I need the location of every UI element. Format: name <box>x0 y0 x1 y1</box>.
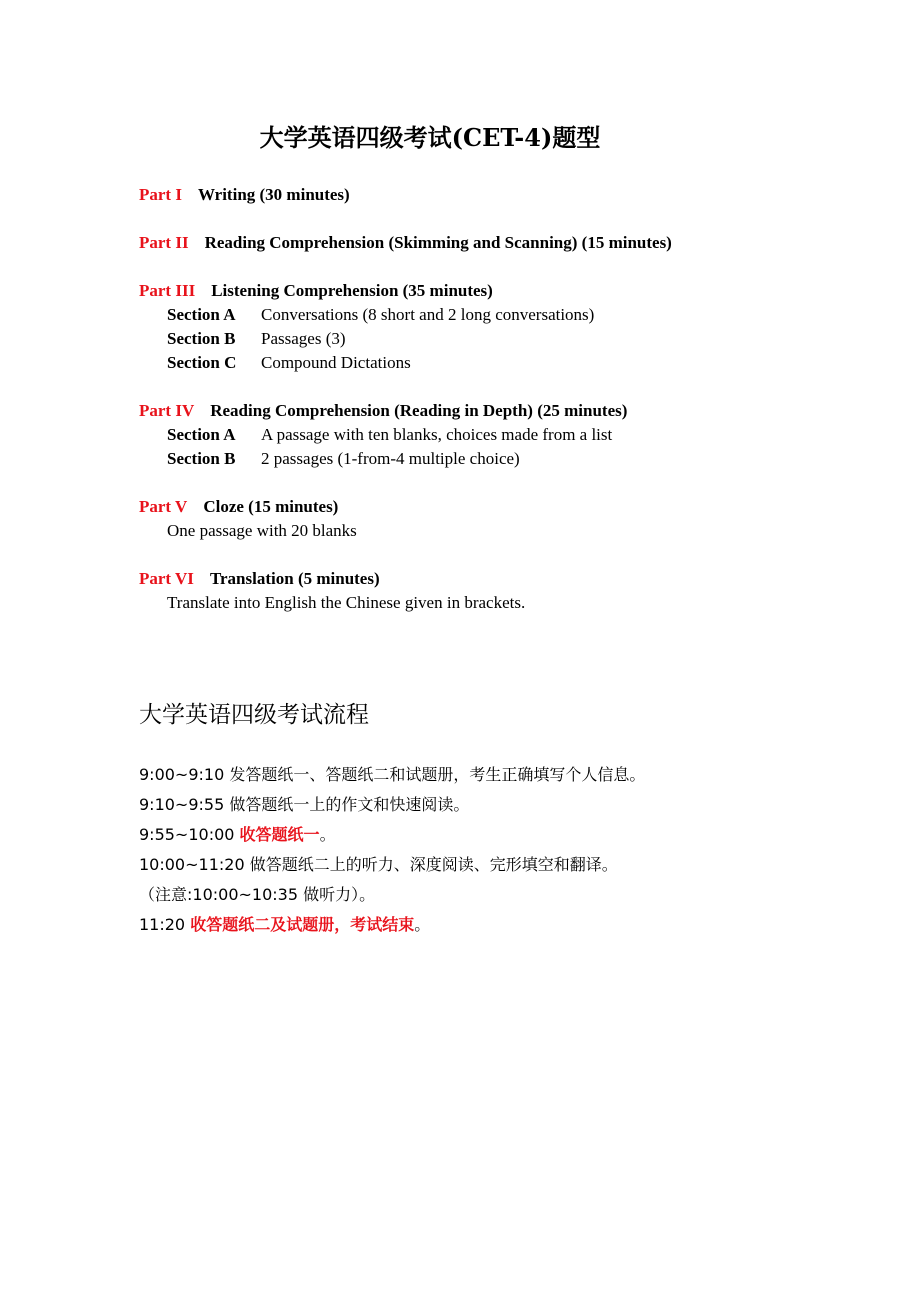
exam-flow <box>139 760 859 940</box>
part-number: Part II <box>139 233 189 252</box>
flow-time: 9:00~9:10 <box>139 765 225 784</box>
flow-tail: 。 <box>319 825 336 844</box>
part-block <box>139 231 859 255</box>
part-title: Reading Comprehension (Skimming and Scanning) (15 minutes) <box>204 233 672 252</box>
flow-time: 10:00~11:20 <box>139 855 245 874</box>
section-label: Section C <box>167 353 237 372</box>
part-block <box>139 399 859 471</box>
section-label: Section B <box>167 329 236 348</box>
part-block <box>139 183 859 207</box>
part-heading <box>139 231 859 255</box>
flow-text: （注意:10:00~10:35 做听力）。 <box>139 885 376 904</box>
part-number: Part V <box>139 497 188 516</box>
flow-title: 大学英语四级考试流程 <box>139 702 369 728</box>
section-line <box>139 447 859 471</box>
page-title: 大学英语四级考试(CET-4)题型 <box>259 123 601 152</box>
part-number: Part I <box>139 185 182 204</box>
section-text: 2 passages (1-from-4 multiple choice) <box>261 449 520 468</box>
section-label: Section A <box>167 305 236 324</box>
section-text: A passage with ten blanks, choices made from a list <box>261 425 613 444</box>
flow-line <box>139 850 859 880</box>
part-block <box>139 279 859 375</box>
flow-text: 做答题纸一上的作文和快速阅读。 <box>224 795 470 814</box>
part-number: Part VI <box>139 569 194 588</box>
section-text: Compound Dictations <box>261 353 411 372</box>
part-number: Part IV <box>139 401 195 420</box>
exam-parts <box>139 183 859 639</box>
part-title: Listening Comprehension (35 minutes) <box>211 281 493 300</box>
section-line <box>139 423 859 447</box>
flow-text: 发答题纸一、答题纸二和试题册，考生正确填写个人信息。 <box>224 765 646 784</box>
section-text: Conversations (8 short and 2 long conversations) <box>261 305 595 324</box>
section-text: Passages (3) <box>261 329 346 348</box>
part-note: Translate into English the Chinese given in brackets. <box>167 593 526 612</box>
part-note: One passage with 20 blanks <box>167 521 357 540</box>
flow-line <box>139 820 859 850</box>
section-line <box>139 303 859 327</box>
part-title: Cloze (15 minutes) <box>203 497 339 516</box>
part-heading <box>139 567 859 591</box>
section-label: Section A <box>167 425 236 444</box>
part-number: Part III <box>139 281 196 300</box>
part-heading <box>139 279 859 303</box>
flow-line <box>139 880 859 910</box>
flow-time: 9:55~10:00 <box>139 825 235 844</box>
section-label: Section B <box>167 449 236 468</box>
flow-time: 11:20 <box>139 915 186 934</box>
flow-time: 9:10~9:55 <box>139 795 225 814</box>
part-title: Writing (30 minutes) <box>197 185 350 204</box>
section-line <box>139 351 859 375</box>
flow-text: 做答题纸二上的听力、深度阅读、完形填空和翻译。 <box>244 855 618 874</box>
flow-line <box>139 790 859 820</box>
part-block <box>139 495 859 543</box>
section-line <box>139 327 859 351</box>
part-title: Reading Comprehension (Reading in Depth) (25 minutes) <box>210 401 628 420</box>
part-heading <box>139 399 859 423</box>
flow-highlight: 收答题纸二及试题册，考试结束 <box>190 915 415 934</box>
flow-line <box>139 910 859 940</box>
flow-line <box>139 760 859 790</box>
part-heading <box>139 183 859 207</box>
flow-highlight: 收答题纸一 <box>239 825 320 844</box>
part-title: Translation (5 minutes) <box>209 569 380 588</box>
part-block <box>139 567 859 615</box>
part-heading <box>139 495 859 519</box>
flow-tail: 。 <box>414 915 431 934</box>
